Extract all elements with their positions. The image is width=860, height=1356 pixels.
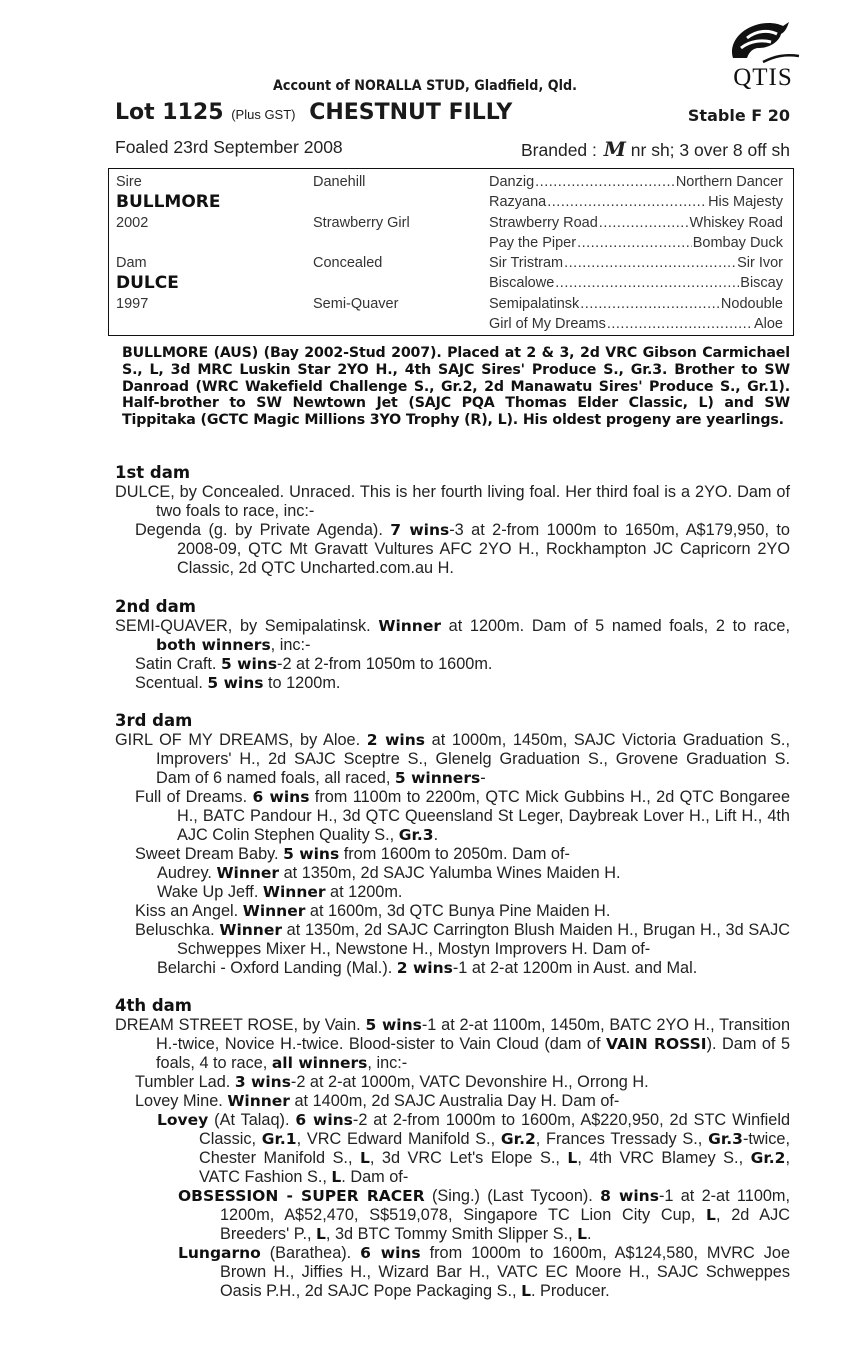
pedigree-entry: OBSESSION - SUPER RACER (Sing.) (Last Tycoon). 8 wins-1 at 2-at 1100m, 1200m, A$52,470, S$519,078, Singapore TC Lion City Cup, L, 2d AJC Breeders' P., L, 3d BTC Tommy Smith Slipper S., L. (178, 1187, 791, 1243)
dam-section-3 (115, 711, 790, 978)
dam-entries (115, 483, 790, 578)
pedigree-entry: Full of Dreams. 6 wins from 1100m to 2200m, QTC Mick Gubbins H., 2d QTC Bongaree H., BATC Pandour H., 3d QTC Queensland St Leger, Daybreak Lover H., Lift H., 4th AJC Colin Stephen Quality S., Gr.3. (135, 788, 791, 844)
gst-note: (Plus GST) (231, 107, 296, 122)
great-grandparent-row: Razyana ..... His Majesty (489, 194, 783, 210)
dam-section-2 (115, 597, 790, 693)
lot-line (115, 100, 790, 130)
branded-info (521, 137, 790, 161)
great-grandparent-row: Danzig ..... Northern Dancer (489, 174, 783, 190)
lot-sex: CHESTNUT FILLY (309, 100, 513, 125)
sire-year: 2002 (116, 215, 149, 231)
horse-head-icon (723, 18, 803, 66)
lot-label: Lot 1125 (115, 100, 224, 125)
sire-label: Sire (116, 174, 142, 190)
qtis-logo (723, 18, 803, 98)
pedigree-entry: Kiss an Angel. Winner at 1600m, 3d QTC Bunya Pine Maiden H. (135, 902, 611, 920)
pedigree-entry: DULCE, by Concealed. Unraced. This is her fourth living foal. Her third foal is a 2YO. Dam of two foals to race, inc:- (115, 483, 790, 520)
dam-entries (115, 1016, 790, 1301)
pedigree-entry: DREAM STREET ROSE, by Vain. 5 wins-1 at 2-at 1100m, 1450m, BATC 2YO H., Transition H.-twice, Novice H.-twice. Blood-sister to Vain Cloud (dam of VAIN ROSSI). Dam of 5 foals, 4 to race, all winners, inc:- (115, 1016, 790, 1072)
sire-sire: Danehill (313, 174, 366, 190)
sire-dam: Strawberry Girl (313, 215, 410, 231)
vendor-account: Account of NORALLA STUD, Gladfield, Qld. (273, 78, 577, 94)
pedigree-entry: Lovey Mine. Winner at 1400m, 2d SAJC Australia Day H. Dam of- (135, 1092, 620, 1110)
dam-entries (115, 617, 790, 693)
stable-number: Stable F 20 (687, 106, 790, 125)
lot-number (115, 100, 512, 125)
pedigree-entry: SEMI-QUAVER, by Semipalatinsk. Winner at 1200m. Dam of 5 named foals, 2 to race, both winners, inc:- (115, 617, 790, 654)
pedigree-entry: Audrey. Winner at 1350m, 2d SAJC Yalumba Wines Maiden H. (157, 864, 621, 882)
dam-year: 1997 (116, 296, 149, 312)
dam-heading: 1st dam (115, 463, 191, 482)
dam-section-4 (115, 996, 790, 1301)
pedigree-entry: Degenda (g. by Private Agenda). 7 wins-3 at 2-from 1000m to 1650m, A$179,950, to 2008-09, QTC Mt Gravatt Vultures AFC 2YO H., Rockhampton JC Capricorn 2YO Classic, 2d QTC Uncharted.com.au H. (135, 521, 790, 577)
pedigree-entry: Satin Craft. 5 wins-2 at 2-from 1050m to 1600m. (135, 655, 493, 673)
dam-name: DULCE (116, 273, 179, 293)
pedigree-entry: Beluschka. Winner at 1350m, 2d SAJC Carrington Blush Maiden H., Brugan H., 3d SAJC Schweppes Mixer H., Newstone H., Mostyn Improvers H. Dam of- (135, 921, 790, 958)
foaled-date: Foaled 23rd September 2008 (115, 137, 343, 157)
great-grandparent-row: Biscalowe ..... Biscay (489, 275, 783, 291)
dam-dam: Semi-Quaver (313, 296, 399, 312)
sire-summary: BULLMORE (AUS) (Bay 2002-Stud 2007). Placed at 2 & 3, 2d VRC Gibson Carmichael S., L, 3d MRC Luskin Star 2YO H., 4th SAJC Sires' Produce S., Gr.3. Brother to SW Danroad (WRC Wakefield Challenge S., Gr.2, 2d Manawatu Sires' Produce S., Gr.1). Half-brother to SW Newtown Jet (SAJC PQA Thomas Elder Classic, L) and SW Tippitaka (GCTC Magic Millions 3YO Trophy (R), L). His oldest progeny are yearlings. (122, 345, 790, 429)
great-grandparent-row: Girl of My Dreams ..... Aloe (489, 316, 783, 332)
logo-text: QTIS (733, 64, 793, 91)
dam-entries (115, 731, 790, 978)
pedigree-entry: Belarchi - Oxford Landing (Mal.). 2 wins-1 at 2-at 1200m in Aust. and Mal. (157, 959, 698, 977)
sire-name: BULLMORE (116, 192, 221, 212)
dam-heading: 2nd dam (115, 597, 196, 616)
branded-label: Branded : (521, 140, 597, 160)
dam-heading: 4th dam (115, 996, 192, 1015)
dam-label: Dam (116, 255, 147, 271)
great-grandparent-row: Semipalatinsk ..... Nodouble (489, 296, 783, 312)
great-grandparent-row: Pay the Piper ..... Bombay Duck (489, 235, 783, 251)
dam-heading: 3rd dam (115, 711, 193, 730)
pedigree-entry: Lungarno (Barathea). 6 wins from 1000m to 1600m, A$124,580, MVRC Joe Brown H., Jiffies H., Wizard Bar H., VATC EC Moore H., SAJC Schweppes Oasis P.H., 2d SAJC Pope Packaging S., L. Producer. (178, 1244, 791, 1300)
dam-sire: Concealed (313, 255, 383, 271)
great-grandparent-row: Sir Tristram ..... Sir Ivor (489, 255, 783, 271)
pedigree-entry: Tumbler Lad. 3 wins-2 at 2-at 1000m, VATC Devonshire H., Orrong H. (135, 1073, 649, 1091)
pedigree-entry: Sweet Dream Baby. 5 wins from 1600m to 2050m. Dam of- (135, 845, 570, 863)
pedigree-entry: GIRL OF MY DREAMS, by Aloe. 2 wins at 1000m, 1450m, SAJC Victoria Graduation S., Improvers' H., 2d SAJC Sceptre S., Glenelg Graduation S., Grovene Graduation S. Dam of 6 named foals, all raced, 5 winners- (115, 731, 790, 787)
pedigree-table (108, 168, 794, 336)
pedigree-entry: Wake Up Jeff. Winner at 1200m. (157, 883, 403, 901)
pedigree-entry: Lovey (At Talaq). 6 wins-2 at 2-from 1000m to 1600m, A$220,950, 2d STC Winfield Classic, Gr.1, VRC Edward Manifold S., Gr.2, Frances Tressady S., Gr.3-twice, Chester Manifold S., L, 3d VRC Let's Elope S., L, 4th VRC Blamey S., Gr.2, VATC Fashion S., L. Dam of- (157, 1111, 790, 1186)
dam-section-1 (115, 463, 790, 578)
branded-text: nr sh; 3 over 8 off sh (630, 140, 790, 160)
great-grandparent-row: Strawberry Road ..... Whiskey Road (489, 215, 783, 231)
pedigree-entry: Scentual. 5 wins to 1200m. (135, 674, 341, 692)
brand-mark-icon: M (603, 137, 623, 161)
